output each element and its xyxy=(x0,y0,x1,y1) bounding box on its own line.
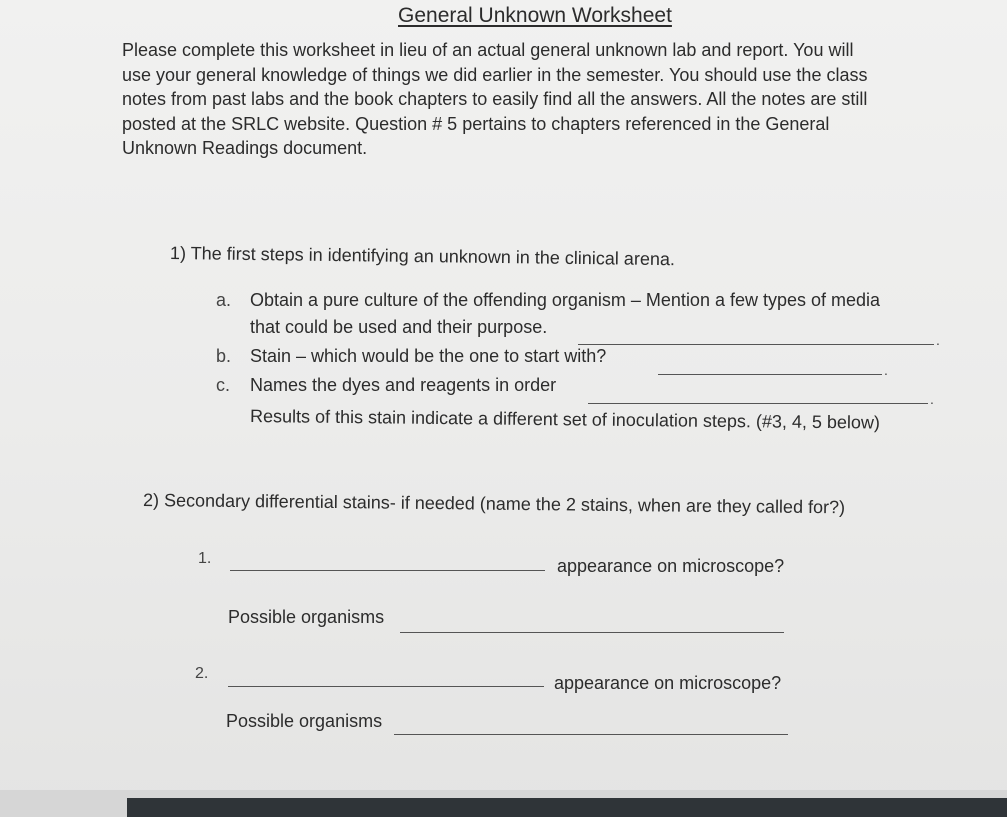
item-letter: c. xyxy=(216,375,231,395)
item-text: Names the dyes and reagents in order xyxy=(250,375,557,395)
period-mark: . xyxy=(936,332,940,348)
stain-number-2: 2. xyxy=(195,665,209,682)
question-2-heading: 2) Secondary differential stains- if needed (name the 2 stains, when are they called for?) xyxy=(142,490,846,518)
organisms-blank-2[interactable] xyxy=(394,734,788,735)
question-1a-cont: that could be used and their purpose. xyxy=(250,317,548,337)
question-1-heading: 1) The first steps in identifying an unknown in the clinical arena. xyxy=(169,243,676,270)
period-mark: . xyxy=(884,362,888,378)
answer-blank-1c[interactable] xyxy=(588,403,928,404)
appearance-label-1: appearance on microscope? xyxy=(557,556,785,576)
intro-line: notes from past labs and the book chapters to easily find all the answers. All the notes are still xyxy=(122,89,868,110)
question-1c xyxy=(216,375,556,396)
item-text: Obtain a pure culture of the offending organism – Mention a few types of media xyxy=(250,290,881,310)
item-letter: a. xyxy=(216,290,232,310)
page-title: General Unknown Worksheet xyxy=(398,4,672,27)
answer-blank-1b[interactable] xyxy=(658,374,882,375)
stain-name-blank-1[interactable] xyxy=(230,570,545,571)
intro-line: posted at the SRLC website. Question # 5 pertains to chapters referenced in the General xyxy=(122,113,830,134)
item-text: Stain – which would be the one to start with? xyxy=(250,346,607,366)
organisms-label-1: Possible organisms xyxy=(228,607,385,627)
monitor-bezel xyxy=(0,790,1007,817)
question-1a xyxy=(216,290,880,311)
intro-line: use your general knowledge of things we did earlier in the semester. You should use the class xyxy=(122,64,868,85)
bezel-dark-strip xyxy=(127,798,1007,817)
item-letter: b. xyxy=(216,346,232,366)
period-mark: . xyxy=(930,391,934,407)
question-1b xyxy=(216,346,606,367)
organisms-label-2: Possible organisms xyxy=(226,711,383,731)
stain-result-note: Results of this stain indicate a different set of inoculation steps. (#3, 4, 5 below) xyxy=(249,406,881,433)
stain-number-1: 1. xyxy=(198,550,212,567)
organisms-blank-1[interactable] xyxy=(400,632,784,633)
intro-line: Unknown Readings document. xyxy=(122,138,368,159)
stain-name-blank-2[interactable] xyxy=(228,686,544,687)
intro-line: Please complete this worksheet in lieu of an actual general unknown lab and report. You will xyxy=(122,40,854,60)
appearance-label-2: appearance on microscope? xyxy=(554,673,782,693)
answer-blank-1a[interactable] xyxy=(578,344,934,345)
intro-paragraph xyxy=(122,38,967,161)
